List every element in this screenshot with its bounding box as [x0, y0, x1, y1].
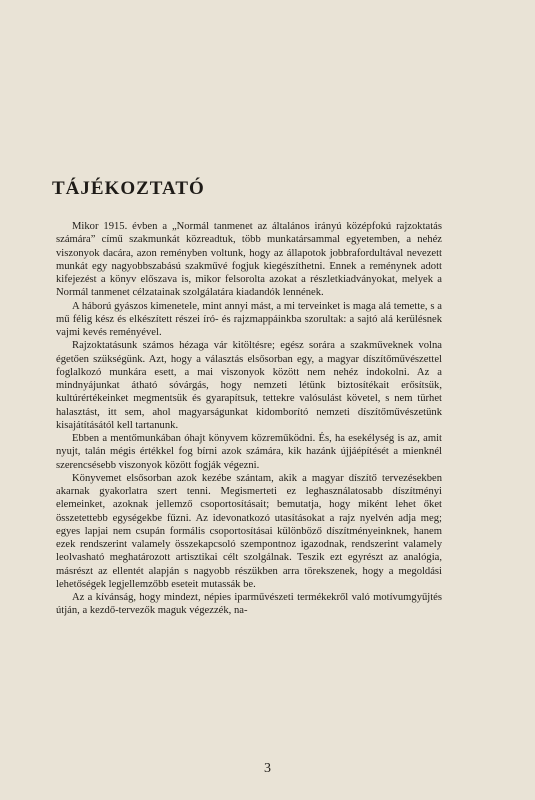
paragraph: Rajzoktatásunk számos hézaga vár kitöltésre; egész sorára a szakműveknek volna égetően szükségünk. Azt, hogy a választás elsősorban egy, a magyar díszítőművészettel foglalkozó munkára esett, a mai viszonyok között nem nehéz indokolni. Az a mindnyájunkat átható sóvárgás, hogy nemzeti létünk biztosítékait erősítsük, kultúrértékeinket megmentsük és gyarapítsuk, tettekre valósulást követel, s nem türhet halasztást, itt sem, ahol magyarságunkat kidomborító nemzeti díszítőművészetünk kisajátításától kell tartanunk.	[56, 340, 442, 431]
page-title: TÁJÉKOZTATÓ	[52, 178, 205, 199]
paragraph: Ebben a mentőmunkában óhajt könyvem közreműködni. És, ha esekélység is az, amit nyujt, talán mégis értékkel fog bírni azok számára, kik hazánk újjáépítését a mienknél szerencsésebb viszonyok között fogják végezni.	[56, 433, 442, 471]
body-text	[56, 220, 442, 618]
paragraph: Könyvemet elsősorban azok kezébe szántam, akik a magyar díszítő tervezésekben akarnak gyakorlatra szert tenni. Megismerteti ez leghasználatosabb díszítményi elemeinket, azoknak jellemző csoportosításait; bemutatja, hogy miként lehet őket összetettebb egységekbe fűzni. Az idevonatkozó utasításokat a rajz nyelvén adja meg; egyes lapjai nem csupán formális csoportosításai különböző díszítményeinknek, hanem ezek rendszerint valamely összekapcsoló szempontnoz igazodnak, rendszerint valamely leolvasható meghatározott artisztikai célt szolgálnak. Teszik ezt egyrészt az analógia, másrészt az ellentét alapján s nagyobb részükben arra törekszenek, hogy a megoldási lehetőségek legjellemzőbb eseteit mutassák be.	[56, 472, 442, 590]
paragraph: Mikor 1915. évben a „Normál tanmenet az általános irányú középfokú rajzoktatás számára” című szakmunkát közreadtuk, több munkatársammal egyetemben, a nehéz viszonyok dacára, azon reményben voltunk, hogy az állapotok jobbrafordultával nevezett munkát egy nagyobbszabású szakművé fogjuk kiegészíthetni. Ennek a reménynek adott kifejezést a könyv előszava is, mikor felsorolta azokat a részletkiadványokat, melyek a Normál tanmenet célzatainak szolgálatára kiadandók lennének.	[56, 221, 442, 299]
paragraph: Az a kívánság, hogy mindezt, népies iparművészeti termékekről való motívumgyűjtés útján, a kezdő-tervezők maguk végezzék, na-	[56, 592, 442, 617]
paragraph: A háború gyászos kimenetele, mint annyi mást, a mi terveinket is maga alá temette, s a mű félig kész és elkészített részei író- és rajzmappáinkba szorultak: a sajtó alá kerülésnek vajmi kevés reményével.	[56, 300, 442, 338]
page-number: 3	[264, 761, 271, 776]
